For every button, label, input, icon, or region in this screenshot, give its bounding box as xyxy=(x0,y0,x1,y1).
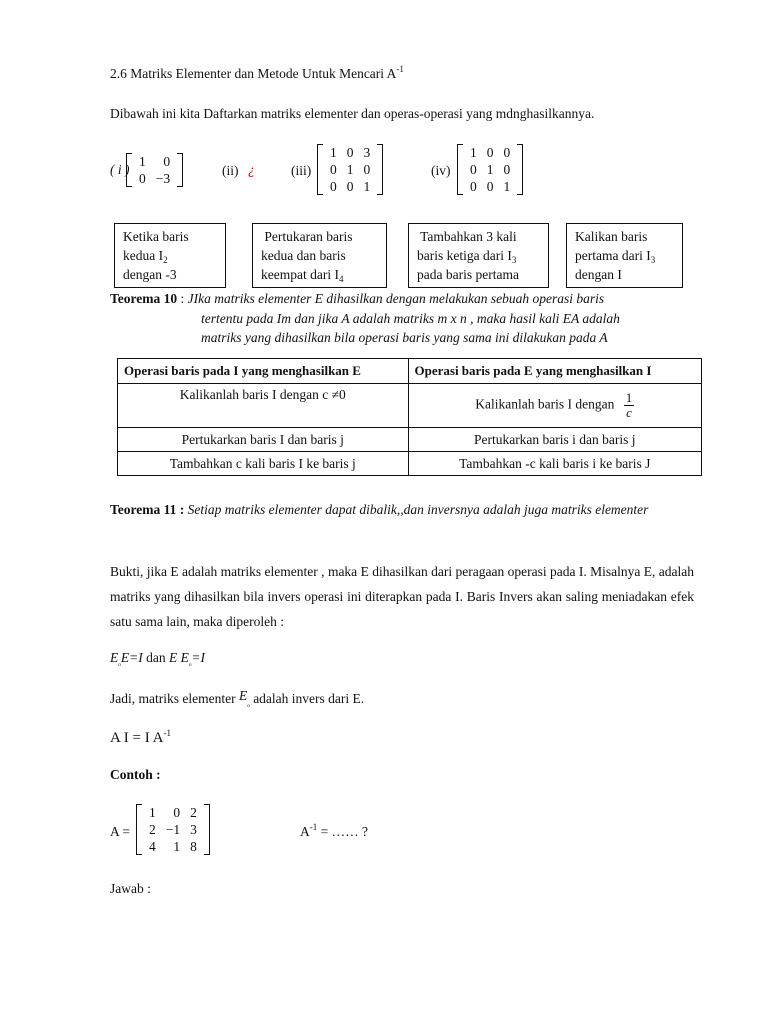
matrix-row xyxy=(465,178,515,195)
matrix-ii-label: (ii) xyxy=(222,163,239,178)
heading-text: 2.6 Matriks Elementer dan Metode Untuk Mencari A xyxy=(110,66,397,81)
teorema-11: Teorema 11 : Setiap matriks elementer dapat dibalik,,dan inversnya adalah juga matriks elementer xyxy=(110,502,649,517)
table-row xyxy=(118,428,702,452)
table-header: Operasi baris pada E yang menghasilkan I xyxy=(408,359,702,384)
table-cell: Kalikanlah baris I dengan $\frac{1}{c}$ xyxy=(408,384,702,428)
matrix-iii-label: (iii) xyxy=(291,163,312,178)
matrix-entry: 3 xyxy=(363,145,371,160)
matrix-iii xyxy=(317,144,383,195)
matrix-i xyxy=(126,153,183,187)
table-header: Operasi baris pada I yang menghasilkan E xyxy=(118,359,409,384)
matrix-entry: 1 xyxy=(173,839,181,854)
table-header-row xyxy=(118,359,702,384)
matrix-row xyxy=(325,144,375,161)
desc-box-2: Pertukaran baris kedua dan baris keempat dari $I_4$ xyxy=(252,223,387,288)
desc-box-3: Tambahkan 3 kali baris ketiga dari $I_3$ pada baris pertama xyxy=(408,223,549,288)
matrix-entry: 0 xyxy=(346,145,354,160)
matrix-row xyxy=(465,161,515,178)
teorema-10: Teorema 10 : JIka matriks elementer E dihasilkan dengan melakukan sebuah operasi baris xyxy=(110,291,605,306)
matrix-iv xyxy=(457,144,523,195)
bukti-paragraph: Bukti, jika E adalah matriks elementer , maka E dihasilkan dari peragaan operasi pada I. Misalnya E, adalah matriks yang dihasilkan bila invers operasi ini diterapkan pada I. Baris Invers akan saling meniadakan efek satu sama lain, maka diperoleh : xyxy=(110,564,694,629)
matrix-entry: −3 xyxy=(155,171,171,186)
matrix-entry: 0 xyxy=(503,162,511,177)
jawab-label: Jawab : xyxy=(110,881,151,896)
matrix-entry: 1 xyxy=(503,179,511,194)
desc-box-4: Kalikan baris pertama dari $I_3$ dengan I xyxy=(566,223,683,288)
matrix-entry: 1 xyxy=(346,162,354,177)
matrix-ii-glyph: ¿ xyxy=(248,162,255,177)
matrix-entry: 0 xyxy=(470,179,477,194)
matrix-entry: 8 xyxy=(190,839,197,854)
matrix-entry: 1 xyxy=(139,154,146,169)
table-row xyxy=(118,384,702,428)
matrix-entry: 0 xyxy=(346,179,354,194)
ai-equation: A I = I $A^{-1}$ xyxy=(110,728,171,746)
teorema-10-line3: matriks yang dihasilkan bila operasi baris yang sama ini dilakukan pada A xyxy=(201,330,608,345)
table-row xyxy=(118,452,702,476)
matrix-entry: 1 xyxy=(149,805,156,820)
contoh-heading: Contoh : xyxy=(110,767,161,782)
table-cell: Tambahkan c kali baris I ke baris j xyxy=(118,452,409,476)
matrix-row xyxy=(134,153,175,170)
desc-box-1: Ketika baris kedua $I_2$ dengan -3 xyxy=(114,223,226,288)
teorema-10-line2: tertentu pada Im dan jika A adalah matriks m x n , maka hasil kali EA adalah xyxy=(201,311,620,326)
matrix-row xyxy=(325,161,375,178)
matrix-entry: 0 xyxy=(486,179,494,194)
table-cell: Tambahkan -c kali baris i ke baris J xyxy=(408,452,702,476)
table-cell: Kalikanlah baris I dengan c ≠0 xyxy=(118,384,409,428)
matrix-row xyxy=(144,838,202,855)
matrix-entry: 0 xyxy=(470,162,477,177)
matrix-entry: 4 xyxy=(149,839,156,854)
matrix-entry: 0 xyxy=(173,805,181,820)
matrix-entry: 0 xyxy=(363,162,371,177)
matrix-entry: 0 xyxy=(330,162,337,177)
table-cell: Pertukarkan baris I dan baris j xyxy=(118,428,409,452)
matrix-entry: 0 xyxy=(330,179,337,194)
matrix-i-label: ( i ) xyxy=(110,162,130,177)
matrix-entry: 2 xyxy=(190,805,197,820)
matrix-entry: 0 xyxy=(486,145,494,160)
example-matrix xyxy=(136,804,210,855)
matrix-entry: 3 xyxy=(190,822,197,837)
matrix-entry: 0 xyxy=(163,154,171,169)
example-question: $A^{-1}$ = …… ? xyxy=(300,822,368,839)
matrix-entry: 0 xyxy=(139,171,146,186)
operations-table xyxy=(117,358,702,476)
intro-paragraph: Dibawah ini kita Daftarkan matriks elementer dan operas-operasi yang mdnghasilkannya. xyxy=(110,106,595,121)
matrix-entry: 1 xyxy=(470,145,477,160)
section-heading xyxy=(110,66,404,82)
fraction: $\frac{1}{c}$ xyxy=(625,390,633,420)
matrix-entry: 1 xyxy=(363,179,371,194)
teorema-10-label: Teorema 10 xyxy=(110,291,178,306)
teorema-11-label: Teorema 11 : xyxy=(110,502,185,517)
matrix-iv-label: (iv) xyxy=(431,163,451,178)
matrix-row xyxy=(144,804,202,821)
heading-sup: -1 xyxy=(396,64,404,74)
matrix-entry: 0 xyxy=(503,145,511,160)
matrix-row xyxy=(144,821,202,838)
matrix-entry: −1 xyxy=(165,822,181,837)
matrix-row xyxy=(325,178,375,195)
equation-line: $E_{_o}E=I$ dan E $E_{_o}=I$ xyxy=(110,650,206,667)
matrix-row xyxy=(134,170,175,187)
matrix-row xyxy=(465,144,515,161)
matrix-entry: 1 xyxy=(330,145,337,160)
jadi-line: Jadi, matriks elementer $E_{_o}$ adalah invers dari E. xyxy=(110,688,365,708)
matrix-entry: 2 xyxy=(149,822,156,837)
table-cell: Pertukarkan baris i dan baris j xyxy=(408,428,702,452)
example-prefix: A = xyxy=(110,824,130,839)
matrix-entry: 1 xyxy=(486,162,494,177)
